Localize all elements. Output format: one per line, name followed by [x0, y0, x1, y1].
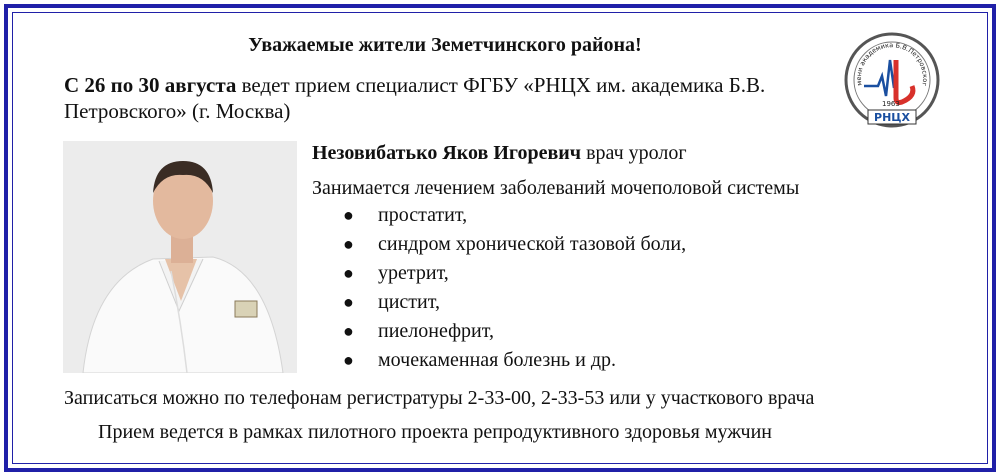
list-item: ● синдром хронической тазовой боли,: [340, 230, 686, 259]
list-item: ● простатит,: [340, 201, 686, 230]
rnch-logo-graphic: [842, 30, 942, 130]
list-item: ● мочекаменная болезнь и др.: [340, 346, 686, 375]
bullet-icon: ●: [343, 292, 354, 312]
treatment-description: Занимается лечением заболеваний мочеполовой системы: [312, 177, 800, 199]
doctor-role: врач уролог: [581, 142, 687, 164]
logo-abbr: РНЦХ: [874, 111, 910, 124]
list-item: ● пиелонефрит,: [340, 317, 686, 346]
list-item: ● уретрит,: [340, 259, 686, 288]
project-note: Прием ведется в рамках пилотного проекта репродуктивного здоровья мужчин: [98, 421, 772, 443]
bullet-icon: ●: [343, 321, 354, 341]
intro-text: ведет прием специалист ФГБУ «РНЦХ им. академика Б.В. Петровского» (г. Москва): [64, 73, 766, 123]
logo-ring-text: мени академика Б.В.Петровског: [854, 41, 930, 87]
doctor-name: Незовибатько Яков Игоревич: [312, 142, 582, 164]
conditions-list: [340, 201, 686, 375]
doctor-portrait: [63, 141, 297, 373]
bullet-icon: ●: [343, 205, 354, 225]
logo-year: 1963: [882, 100, 900, 108]
contact-info: Записаться можно по телефонам регистратуры 2-33-00, 2-33-53 или у участкового врача: [64, 387, 815, 409]
bullet-icon: ●: [343, 234, 354, 254]
bullet-icon: ●: [343, 350, 354, 370]
doctor-line: [312, 142, 687, 165]
intro-dates: С 26 по 30 августа: [64, 73, 237, 97]
notice-intro: [64, 72, 854, 124]
notice-title: Уважаемые жители Земетчинского района!: [248, 34, 642, 56]
bullet-icon: ●: [343, 263, 354, 283]
rnch-logo: [842, 30, 942, 130]
doctor-photo: [63, 141, 297, 373]
list-item: ● цистит,: [340, 288, 686, 317]
